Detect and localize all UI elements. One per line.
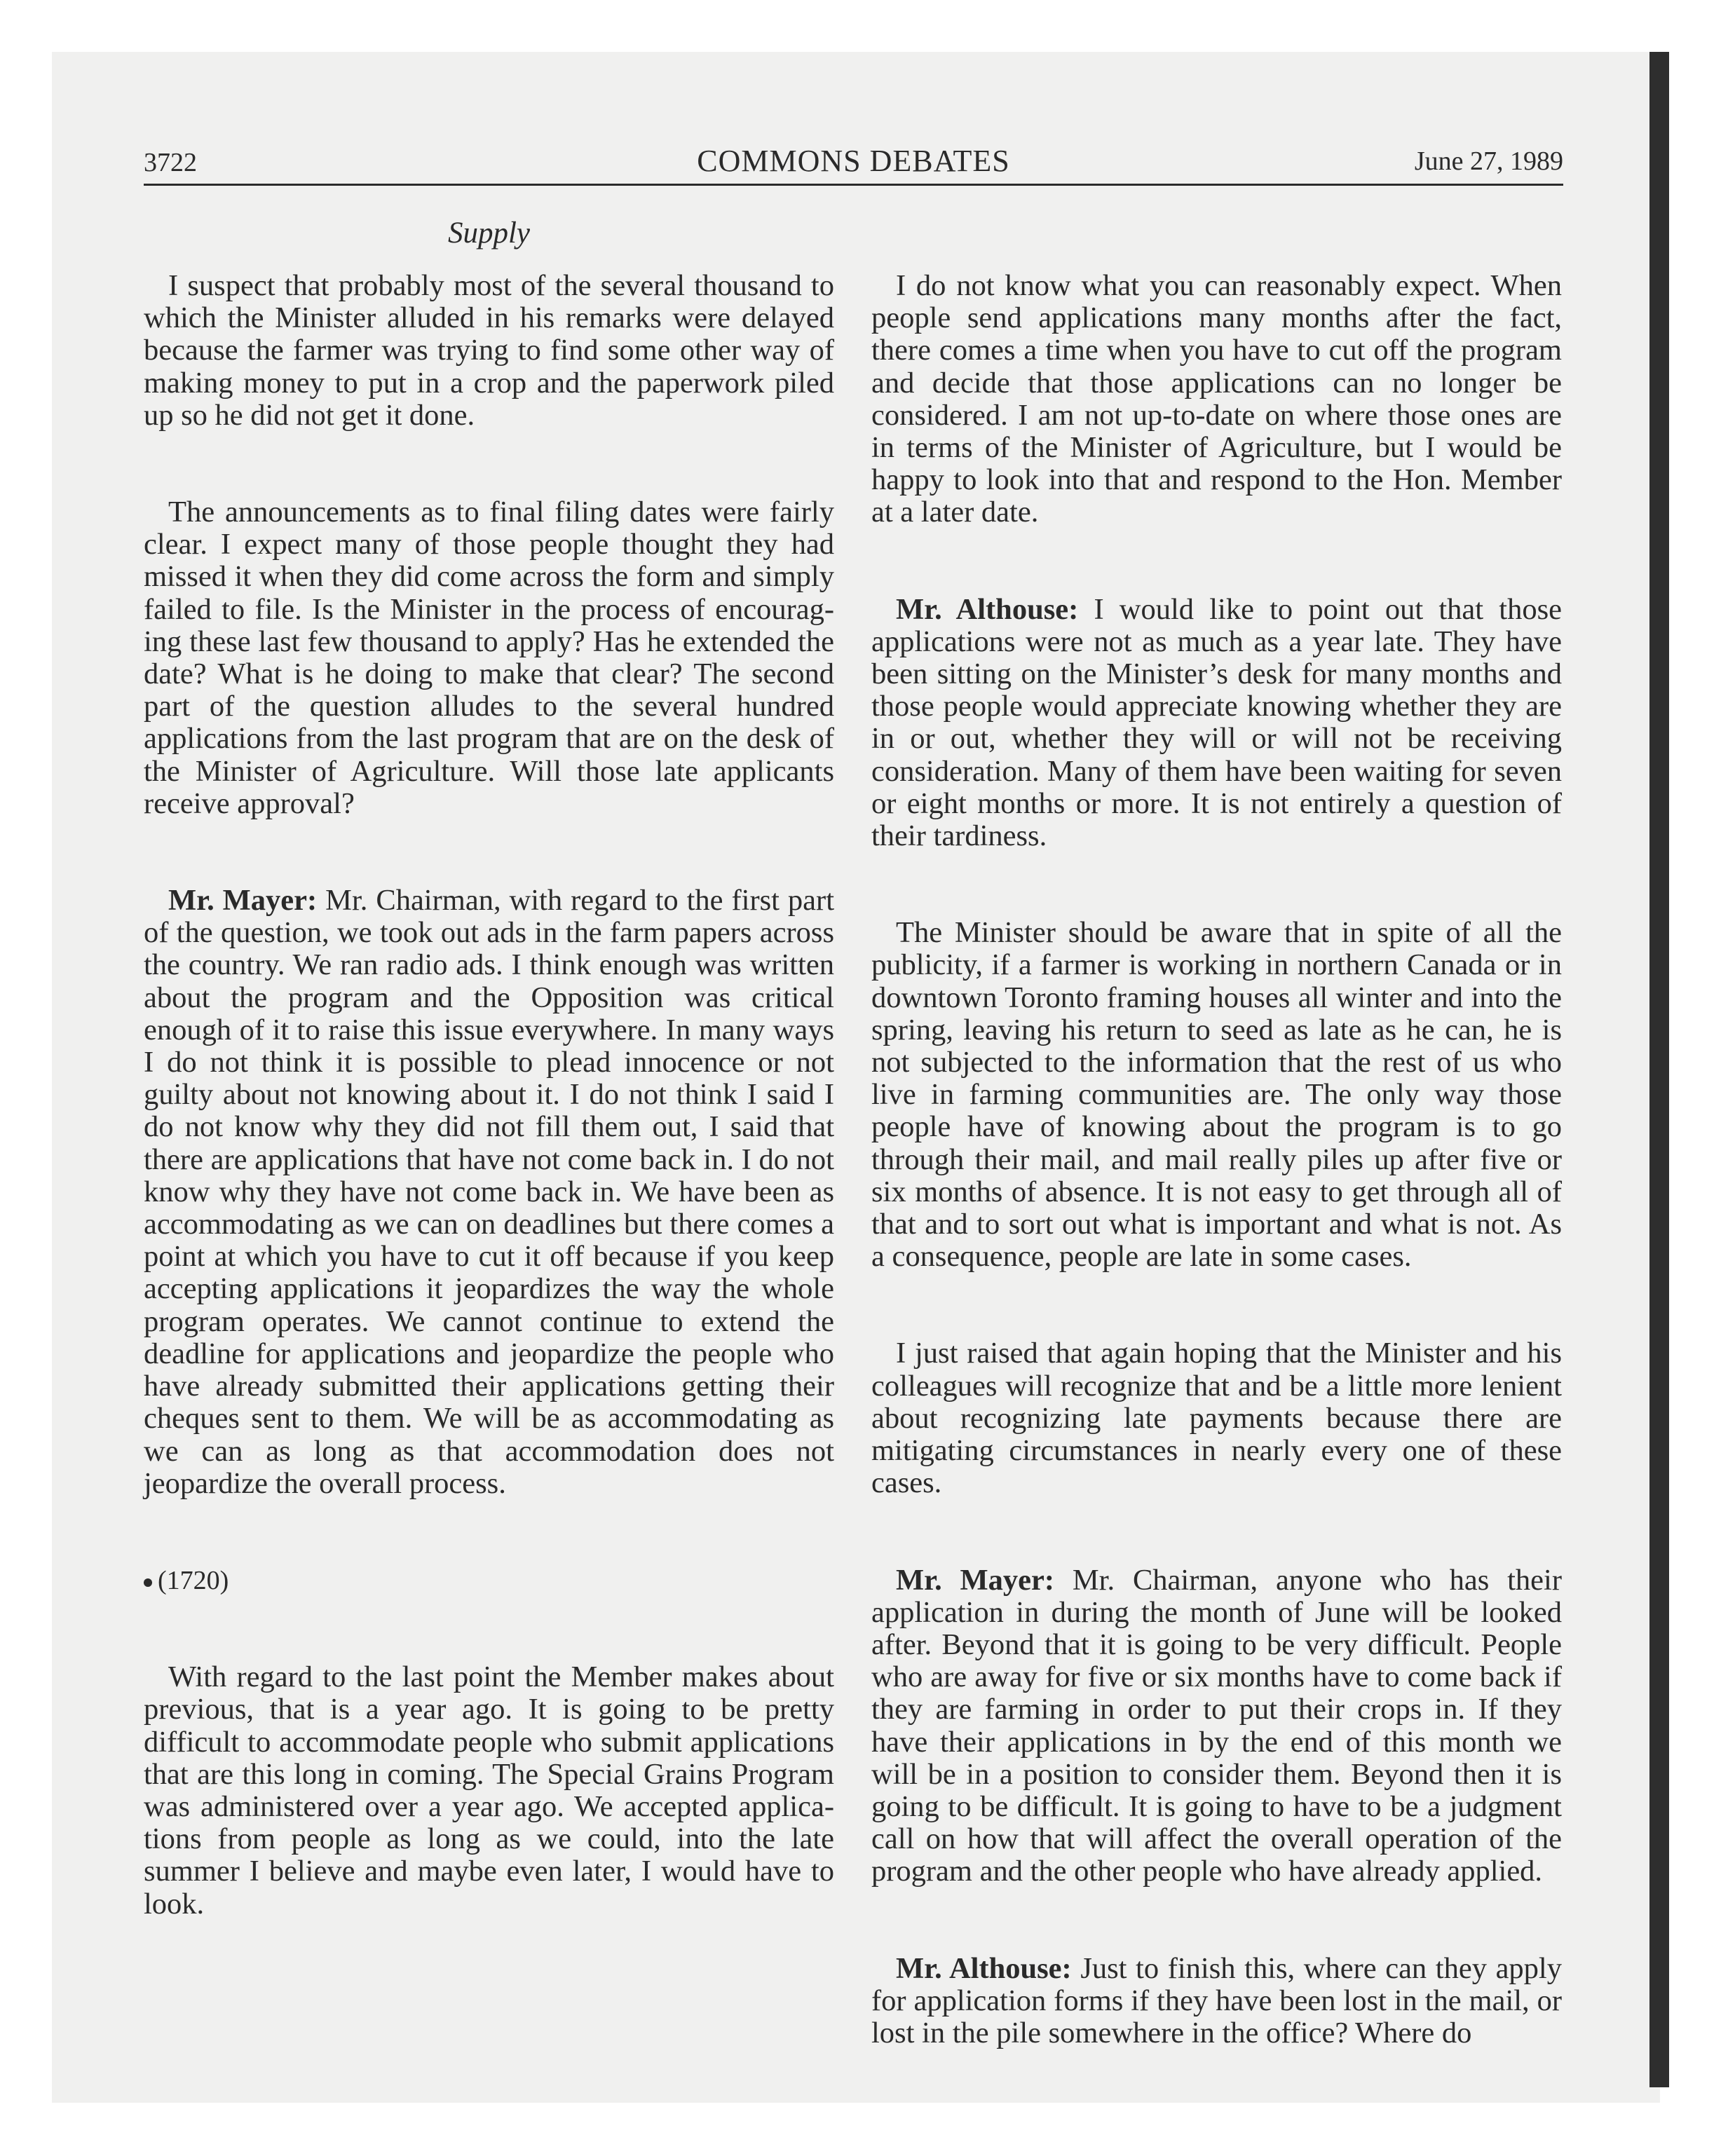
speech-paragraph [144, 885, 834, 1500]
speech-paragraph [871, 594, 1562, 853]
speaker-name: Mr. Mayer: [896, 1563, 1055, 1597]
header-rule [144, 184, 1563, 186]
paragraph: With regard to the last point the Member makes about previous, that is a year ago. It is going to be pretty difficult to accommodate people who submit applications that are this long in coming. The Special Grains Program was administered over a year ago. We accepted applications from people as long as we could, into the late summer I believe and maybe even later, I would have to look. [144, 1660, 834, 1920]
time-marker-text: (1720) [158, 1565, 229, 1595]
section-label: Supply [447, 217, 531, 250]
speech-text: I would like to point out that those applications were not as much as a year late. They have been sitting on the Minister’s desk for many months and those people would appreciate knowing whether they are in or out, whether they will or will not be receiving consideration. Many of them have been waiting for seven or eight months or more. It is not entirely a question of their tardiness. [871, 592, 1562, 853]
paragraph: I just raised that again hoping that the Minister and his colleagues will recognize that and be a little more lenient about recognizing late payments because there are mitigating circumstances in nearly every one of these cases. [871, 1337, 1562, 1500]
page-edge-shadow [1649, 52, 1669, 2087]
page-header [144, 142, 1563, 186]
paragraph: The Minister should be aware that in spite of all the publicity, if a farmer is working in northern Canada or in downtown Toronto framing houses all winter and into the spring, leaving his return to seed as late as he can, he is not subjected to the information that the rest of us who live in farming communities are. The only way those people have of knowing about the program is to go through their mail, and mail really piles up after five or six months of absence. It is not easy to get through all of that and to sort out what is important and what is not. As a consequence, people are late in some cases. [871, 916, 1562, 1274]
speaker-name: Mr. Mayer: [168, 884, 318, 917]
paragraph: The announcements as to final filing dates were fairly clear. I expect many of those people thought they had missed it when they did come across the form and simply failed to file. Is the Minister in the process of encouraging these last few thousand to apply? Has he extended the date? What is he doing to make that clear? The second part of the question alludes to the several hundred applications from the last program that are on the desk of the Minister of Agriculture. Will those late applicants receive approval? [144, 496, 834, 820]
speech-paragraph [871, 1564, 1562, 1888]
paragraph: I suspect that probably most of the several thousand to which the Minister alluded in his remarks were delayed because the farmer was trying to find some other way of making money to put in a crop and the paperwork piled up so he did not get it done. [144, 269, 834, 432]
time-marker [144, 1564, 834, 1597]
speaker-name: Mr. Althouse: [896, 592, 1079, 626]
page-number: 3722 [144, 148, 197, 177]
left-column [144, 270, 834, 1985]
right-column [871, 270, 1562, 2114]
running-title: COMMONS DEBATES [697, 144, 1010, 178]
speech-paragraph [871, 1953, 1562, 2050]
page-date: June 27, 1989 [1414, 146, 1563, 176]
speaker-name: Mr. Althouse: [896, 1951, 1072, 1985]
paragraph: I do not know what you can reasonably expect. When people send applications many months after the fact, there comes a time when you have to cut off the program and decide that those applications can no longer be considered. I am not up-to-date on where those ones are in terms of the Minister of Agriculture, but I would be happy to look into that and respond to the Hon. Member at a later date. [871, 269, 1562, 529]
bullet-icon [144, 1578, 152, 1587]
speech-text: Mr. Chairman, with regard to the first part of the question, we took out ads in the farm papers across the country. We ran radio ads. I think enough was written about the program and the Opposition was critical enough of it to raise this issue everywhere. In many ways I do not think it is possible to plead innocence or not guilty about not knowing about it. I do not think I said I do not know why they did not fill them out, I said that there are applications that have not come back in. I do not know why they have not come back in. We have been as accommodating as we can on deadlines but there comes a point at which you have to cut it off because if you keep accepting applications it jeopardizes the way the whole program operates. We cannot continue to extend the deadline for applications and jeopardize the people who have already submitted their applications getting their cheques sent to them. We will be as accommodating as we can as long as that accommodation does not jeopardize the overall process. [144, 884, 835, 1500]
speech-text: Mr. Chairman, anyone who has their application in during the month of June will be looked after. Beyond that it is going to be very difficult. People who are away for five or six months have to come back if they are farming in order to put their crops in. If they have their applications in by the end of this month we will be in a position to consider them. Beyond then it is going to be difficult. It is going to have to be a judgment call on how that will affect the overall operation of the program and the other people who have already applied. [871, 1563, 1562, 1888]
speech-text: Just to finish this, where can they apply for application forms if they have been lost in the mail, or lost in the pile somewhere in the office? Where do [871, 1951, 1562, 2049]
